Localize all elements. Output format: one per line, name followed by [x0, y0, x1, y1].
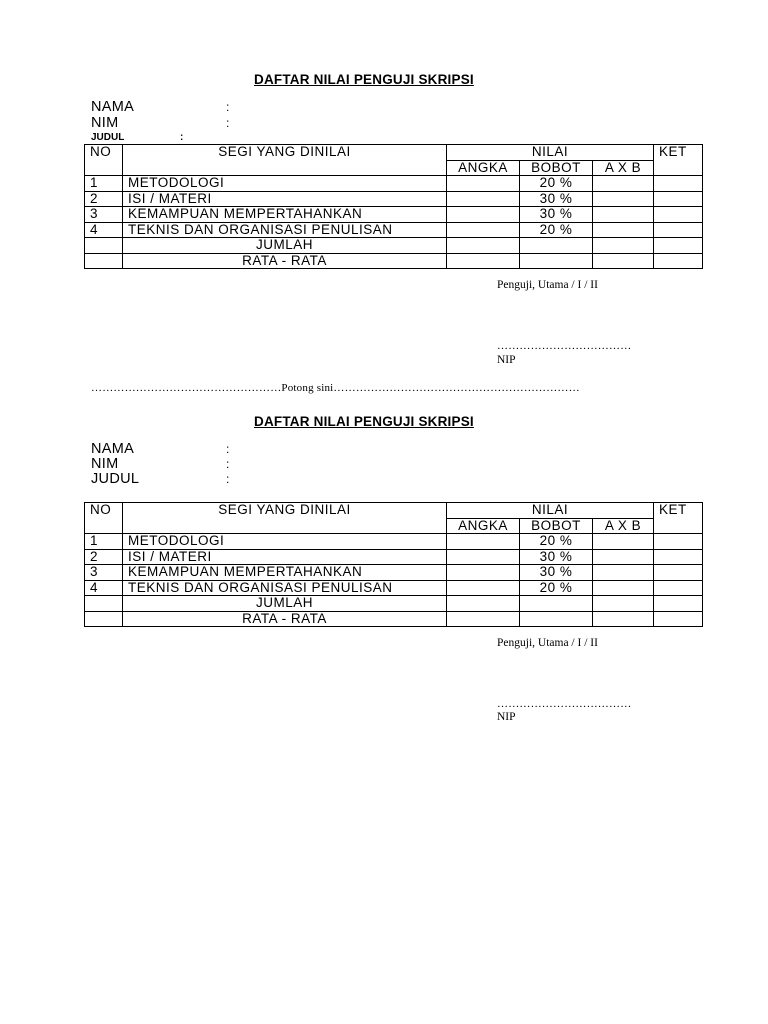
row-ket: [654, 580, 703, 596]
row-ket: [654, 207, 703, 223]
table-row: [85, 565, 703, 581]
nama-colon: :: [226, 100, 230, 114]
signature-line: ………………………………: [497, 698, 632, 710]
row-angka: [447, 222, 520, 238]
row-ket: [654, 534, 703, 550]
row-ket: [654, 191, 703, 207]
grade-table: [84, 502, 703, 627]
table-row: [85, 191, 703, 207]
row-axb: [593, 580, 654, 596]
header-angka: ANGKA: [447, 160, 520, 176]
table-row: [85, 222, 703, 238]
row-axb: [593, 191, 654, 207]
row-axb: [593, 222, 654, 238]
row-ket: [654, 549, 703, 565]
header-bobot: BOBOT: [520, 160, 593, 176]
header-axb: A X B: [593, 160, 654, 176]
row-bobot: 30 %: [520, 191, 593, 207]
table-row: [85, 176, 703, 192]
jumlah-row: [85, 596, 703, 612]
row-bobot: 20 %: [520, 176, 593, 192]
row-ket: [654, 176, 703, 192]
row-bobot: 20 %: [520, 534, 593, 550]
row-ket: [654, 565, 703, 581]
row-no: 4: [85, 222, 123, 238]
row-segi: METODOLOGI: [123, 534, 447, 550]
form-title: DAFTAR NILAI PENGUJI SKRIPSI: [254, 72, 474, 87]
row-segi: KEMAMPUAN MEMPERTAHANKAN: [123, 207, 447, 223]
row-angka: [447, 534, 520, 550]
judul-colon: :: [226, 472, 230, 486]
jumlah-row: [85, 238, 703, 254]
nama-label: NAMA: [91, 441, 135, 457]
header-segi: SEGI YANG DINILAI: [123, 145, 447, 176]
judul-colon: :: [180, 132, 184, 143]
header-segi: SEGI YANG DINILAI: [123, 503, 447, 534]
row-bobot: 30 %: [520, 207, 593, 223]
row-bobot: 20 %: [520, 222, 593, 238]
nim-label: NIM: [91, 456, 119, 472]
row-bobot: 30 %: [520, 565, 593, 581]
header-nilai: NILAI: [447, 503, 654, 519]
row-angka: [447, 580, 520, 596]
penguji-label: Penguji, Utama / I / II: [497, 279, 598, 291]
judul-label: JUDUL: [91, 132, 125, 143]
header-angka: ANGKA: [447, 518, 520, 534]
row-segi: ISI / MATERI: [123, 549, 447, 565]
row-no: 4: [85, 580, 123, 596]
row-segi: KEMAMPUAN MEMPERTAHANKAN: [123, 565, 447, 581]
nip-label: NIP: [497, 354, 516, 366]
table-row: [85, 580, 703, 596]
rata-label: RATA - RATA: [123, 611, 447, 627]
nama-colon: :: [226, 442, 230, 456]
row-axb: [593, 176, 654, 192]
penguji-label: Penguji, Utama / I / II: [497, 637, 598, 649]
row-axb: [593, 207, 654, 223]
row-segi: TEKNIS DAN ORGANISASI PENULISAN: [123, 222, 447, 238]
header-ket: KET: [654, 503, 703, 534]
cut-line: ……………………………………………Potong sini…………………………………………………………: [91, 382, 580, 394]
row-axb: [593, 534, 654, 550]
row-angka: [447, 565, 520, 581]
jumlah-label: JUMLAH: [123, 596, 447, 612]
nim-colon: :: [226, 457, 230, 471]
row-no: 3: [85, 565, 123, 581]
row-angka: [447, 207, 520, 223]
signature-line: ………………………………: [497, 340, 632, 352]
row-no: 2: [85, 191, 123, 207]
header-no: NO: [85, 145, 123, 176]
row-no: 1: [85, 534, 123, 550]
table-row: [85, 549, 703, 565]
table-row: [85, 534, 703, 550]
header-nilai: NILAI: [447, 145, 654, 161]
judul-label: JUDUL: [91, 471, 140, 487]
row-axb: [593, 565, 654, 581]
nim-label: NIM: [91, 115, 119, 131]
jumlah-label: JUMLAH: [123, 238, 447, 254]
row-bobot: 20 %: [520, 580, 593, 596]
row-axb: [593, 549, 654, 565]
header-bobot: BOBOT: [520, 518, 593, 534]
row-no: 2: [85, 549, 123, 565]
nama-label: NAMA: [91, 99, 135, 115]
nip-label: NIP: [497, 711, 516, 723]
grade-table: [84, 144, 703, 269]
row-angka: [447, 549, 520, 565]
table-row: [85, 207, 703, 223]
row-segi: TEKNIS DAN ORGANISASI PENULISAN: [123, 580, 447, 596]
row-angka: [447, 176, 520, 192]
nim-colon: :: [226, 116, 230, 130]
row-ket: [654, 222, 703, 238]
row-angka: [447, 191, 520, 207]
row-no: 3: [85, 207, 123, 223]
rata-row: [85, 611, 703, 627]
rata-label: RATA - RATA: [123, 253, 447, 269]
form-title: DAFTAR NILAI PENGUJI SKRIPSI: [254, 414, 474, 429]
row-bobot: 30 %: [520, 549, 593, 565]
row-segi: METODOLOGI: [123, 176, 447, 192]
row-segi: ISI / MATERI: [123, 191, 447, 207]
header-no: NO: [85, 503, 123, 534]
header-ket: KET: [654, 145, 703, 176]
rata-row: [85, 253, 703, 269]
header-axb: A X B: [593, 518, 654, 534]
row-no: 1: [85, 176, 123, 192]
